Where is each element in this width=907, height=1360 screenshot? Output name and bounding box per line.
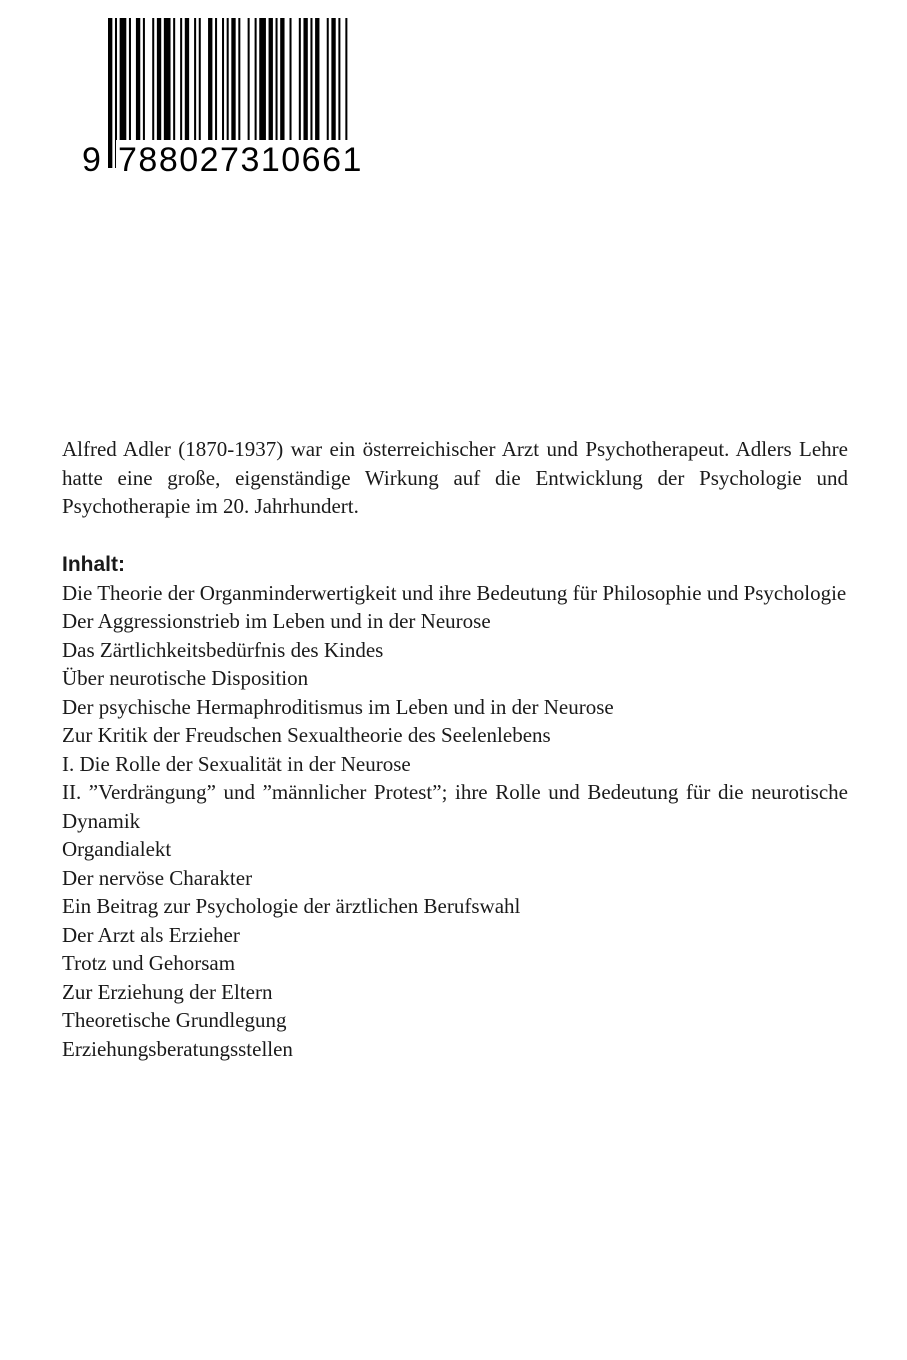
contents-item: Trotz und Gehorsam <box>62 951 236 975</box>
contents-item: Über neurotische Disposition <box>62 666 309 690</box>
contents-item: II. ”Verdrängung” und ”männlicher Protest”; ihre Rolle und Bedeutung für die neurotische Dynamik <box>62 780 848 833</box>
contents-item: Der Arzt als Erzieher <box>62 922 240 947</box>
contents-item: Zur Kritik der Freudschen Sexualtheorie des Seelenlebens <box>62 723 551 747</box>
barcode-first-digit: 9 <box>82 141 101 179</box>
back-cover-text <box>62 435 848 1063</box>
contents-heading: Inhalt: <box>62 552 125 576</box>
contents-item: Theoretische Grundlegung <box>62 1008 287 1032</box>
barcode-remaining-digits: 788027310661 <box>118 141 363 179</box>
contents-item: Die Theorie der Organminderwertigkeit und ihre Bedeutung für Philosophie und Psychologie <box>62 580 847 605</box>
contents-item: Zur Erziehung der Eltern <box>62 979 273 1004</box>
isbn-barcode <box>80 18 363 179</box>
author-description: Alfred Adler (1870-1937) war ein österreichischer Arzt und Psychotherapeut. Adlers Lehre hatte eine große, eigenständige Wirkung auf die Entwicklung der Psychologie und Psychotherapie im 20. Jahrhundert. <box>62 437 848 518</box>
contents-item: Der psychische Hermaphroditismus im Leben und in der Neurose <box>62 694 614 719</box>
barcode-number <box>80 140 363 180</box>
contents-item: Der nervöse Charakter <box>62 865 253 890</box>
contents-item: I. Die Rolle der Sexualität in der Neurose <box>62 751 411 776</box>
contents-list <box>62 579 848 1064</box>
contents-item: Das Zärtlichkeitsbedürfnis des Kindes <box>62 637 384 662</box>
contents-item: Erziehungsberatungsstellen <box>62 1036 293 1061</box>
contents-item: Organdialekt <box>62 837 172 861</box>
contents-item: Ein Beitrag zur Psychologie der ärztlichen Berufswahl <box>62 894 521 918</box>
contents-item: Der Aggressionstrieb im Leben und in der Neurose <box>62 609 491 633</box>
